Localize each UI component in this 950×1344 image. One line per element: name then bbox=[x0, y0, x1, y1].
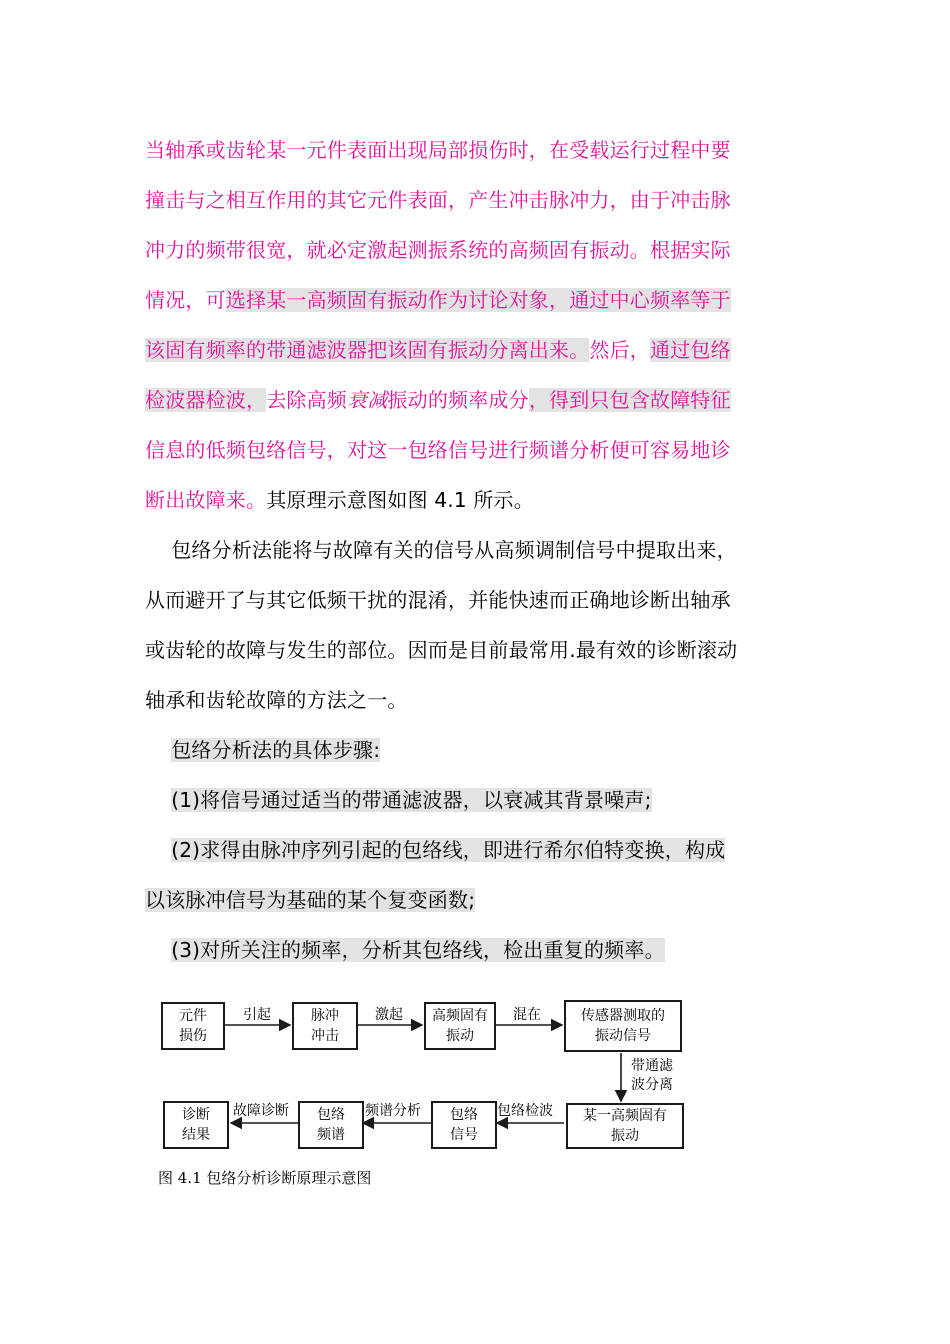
label-spectrum-analysis: 频谱分析 bbox=[365, 1103, 421, 1119]
text-segment: 包络分析法的具体步骤: bbox=[171, 738, 381, 762]
text-segment: 然后， bbox=[589, 338, 651, 362]
text-segment: 或齿轮的故障与发生的部位。因而是目前最常用.最有效的诊断滚动 bbox=[145, 638, 738, 662]
text-line bbox=[145, 183, 825, 217]
text-segment: 轴承和齿轮故障的方法之一。 bbox=[145, 688, 408, 712]
text-segment: 去除高频 bbox=[266, 388, 348, 412]
text-line bbox=[145, 233, 825, 267]
text-segment: (3)对所关注的频率，分析其包络线，检出重复的频率。 bbox=[171, 938, 665, 962]
text-segment: 该固有频率的带通滤波器把该固有振动分离出来。 bbox=[145, 338, 590, 362]
label-envelope-detect: 包络检波 bbox=[497, 1103, 553, 1119]
principle-diagram bbox=[155, 995, 695, 1195]
text-segment bbox=[145, 838, 171, 862]
text-line bbox=[145, 883, 825, 917]
text-segment: 包络分析法能将与故障有关的信号从高频调制信号中提取出来， bbox=[145, 538, 737, 562]
text-segment: 选择某一高频固有振动作为讨论对象，通过中心频率等于 bbox=[225, 288, 731, 312]
text-segment: 信息的低频包络信号，对这一包络信号进行频谱分析便可容易地诊 bbox=[145, 438, 731, 462]
text-segment: 其原理示意图如图 4.1 所示。 bbox=[266, 488, 534, 512]
text-segment bbox=[145, 938, 171, 962]
box-envelope-spectrum: 包络 频谱 bbox=[298, 1101, 364, 1149]
text-segment: 情况，可 bbox=[145, 288, 226, 312]
text-segment: 断出故障来。 bbox=[145, 488, 267, 512]
text-line bbox=[145, 633, 825, 667]
text-line bbox=[145, 933, 825, 967]
text-segment: (2)求得由脉冲序列引起的包络线，即进行希尔伯特变换，构成 bbox=[171, 838, 726, 862]
box-sensor-signal: 传感器测取的 振动信号 bbox=[564, 1000, 682, 1052]
text-line bbox=[145, 783, 825, 817]
text-line bbox=[145, 283, 825, 317]
text-line bbox=[145, 333, 825, 367]
label-excite: 激起 bbox=[375, 1007, 403, 1023]
text-segment: 通过包络 bbox=[650, 338, 731, 362]
text-segment: 以该脉冲信号为基础的某个复变函数; bbox=[145, 888, 476, 912]
box-component-damage: 元件 损伤 bbox=[161, 1002, 225, 1050]
text-line bbox=[145, 533, 825, 567]
box-high-freq-vibration: 高频固有 振动 bbox=[424, 1002, 496, 1050]
text-line bbox=[145, 383, 825, 417]
text-segment: 振动的频率成分 bbox=[387, 388, 529, 412]
text-line bbox=[145, 483, 825, 517]
text-line bbox=[145, 833, 825, 867]
box-pulse-impact: 脉冲 冲击 bbox=[292, 1002, 358, 1050]
label-bandpass: 带通滤 波分离 bbox=[631, 1058, 673, 1093]
text-line bbox=[145, 133, 825, 167]
figure-caption: 图 4.1 包络分析诊断原理示意图 bbox=[158, 1169, 372, 1187]
text-segment: 冲力的频带很宽，就必定激起测振系统的高频固有振动。根据实际 bbox=[145, 238, 731, 262]
box-envelope-signal: 包络 信号 bbox=[431, 1101, 497, 1149]
text-segment: 检波器检波， bbox=[145, 388, 267, 412]
text-segment: 从而避开了与其它低频干扰的混淆，并能快速而正确地诊断出轴承 bbox=[145, 588, 731, 612]
label-cause: 引起 bbox=[243, 1007, 271, 1023]
text-line bbox=[145, 583, 825, 617]
text-segment: 撞击与之相互作用的其它元件表面，产生冲击脉冲力，由于冲击脉 bbox=[145, 188, 731, 212]
text-line bbox=[145, 433, 825, 467]
box-selected-vibration: 某一高频固有 振动 bbox=[566, 1103, 684, 1149]
text-segment: (1)将信号通过适当的带通滤波器，以衰减其背景噪声; bbox=[171, 788, 652, 812]
text-segment bbox=[145, 738, 171, 762]
text-segment: ，得到只包含故障特征 bbox=[528, 388, 731, 412]
text-segment: 衰减 bbox=[347, 388, 388, 412]
text-line bbox=[145, 733, 825, 767]
text-segment: 当轴承或齿轮某一元件表面出现局部损伤时，在受载运行过程中要 bbox=[145, 138, 731, 162]
label-mixed: 混在 bbox=[513, 1007, 541, 1023]
text-segment bbox=[145, 788, 171, 812]
text-line bbox=[145, 683, 825, 717]
box-diagnosis-result: 诊断 结果 bbox=[163, 1101, 229, 1149]
label-fault-diagnosis: 故障诊断 bbox=[233, 1103, 289, 1119]
